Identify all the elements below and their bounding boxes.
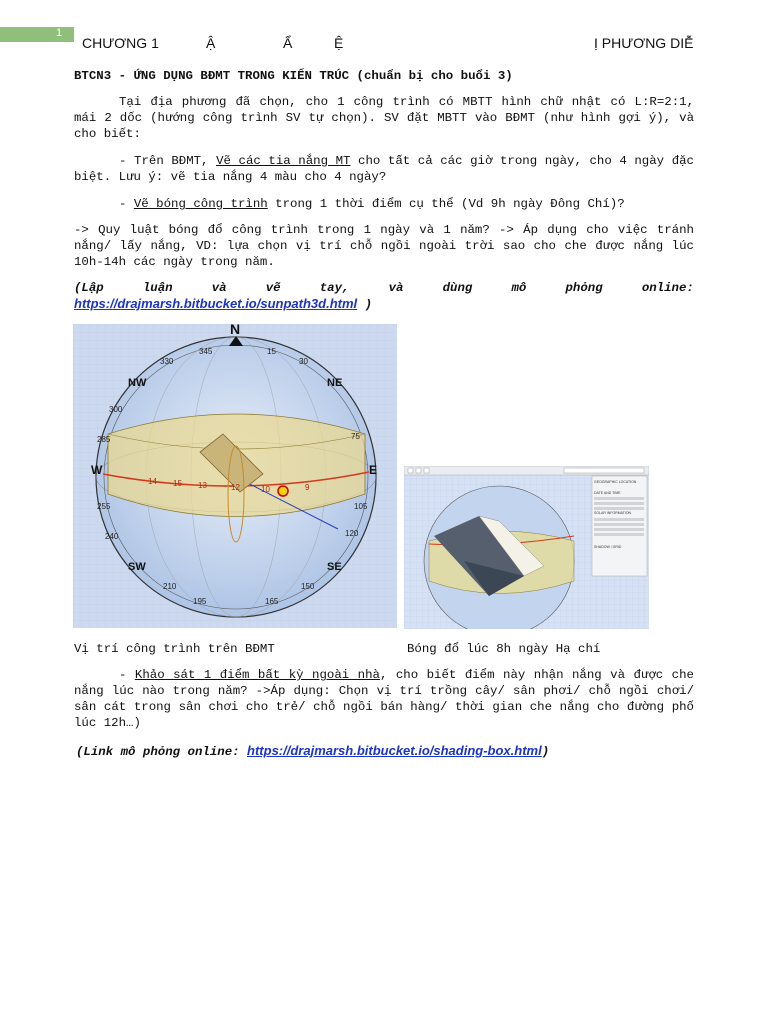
note-word: và xyxy=(211,281,227,295)
task-item-1-rest: cho tất cả các giờ trong ngày, cho 4 ngày đặc biệt. Lưu ý: vẽ tia nắng 4 màu cho 4 ngày? xyxy=(74,154,694,184)
hour-13: 13 xyxy=(198,481,207,490)
sun-path-diagram xyxy=(73,324,397,628)
compass-se: SE xyxy=(327,561,342,573)
figure-caption-right: Bóng đổ lúc 8h ngày Hạ chí xyxy=(407,642,601,656)
header-fragment-1: Ậ xyxy=(206,35,216,51)
panel-geo-heading: GEOGRAPHIC LOCATION xyxy=(594,480,637,484)
bearing-30: 30 xyxy=(299,357,308,366)
bearing-345: 345 xyxy=(199,347,213,356)
task-item-1-prefix: - Trên BĐMT, xyxy=(119,154,217,168)
hour-10: 10 xyxy=(261,485,270,494)
intro-paragraph: Tại địa phương đã chọn, cho 1 công trình có MBTT hình chữ nhật có L:R=2:1, mái 2 dốc (hướng công trình SV tự chọn). SV đặt MBTT vào BĐMT (như hình gợi ý), và cho biết: xyxy=(74,95,694,141)
note-word: và xyxy=(388,281,404,295)
figure-caption-left: Vị trí công trình trên BĐMT xyxy=(74,642,275,656)
compass-north: N xyxy=(230,324,241,337)
bearing-15: 15 xyxy=(267,347,276,356)
task-item-2 xyxy=(74,196,694,212)
note-word: online: xyxy=(641,281,694,295)
compass-sw: SW xyxy=(128,561,146,573)
note-online-2 xyxy=(76,743,696,760)
rule-paragraph: -> Quy luật bóng đổ công trình trong 1 ngày và 1 năm? -> Áp dụng cho việc tránh nắng/ lấy nắng, VD: lựa chọn vị trí chỗ ngồi ngoài trời sao cho che được nắng lúc 10h-14h các ngày trong năm. xyxy=(74,223,694,269)
exercise-title: BTCN3 - ỨNG DỤNG BĐMT TRONG KIẾN TRÚC (chuẩn bị cho buổi 3) xyxy=(74,69,513,83)
task-item-3-prefix: - xyxy=(119,668,135,682)
task-item-2-rest: trong 1 thời điểm cụ thể (Vd 9h ngày Đông Chí)? xyxy=(267,197,625,211)
note-word: luận xyxy=(142,281,173,295)
bearing-300: 300 xyxy=(109,405,123,414)
bearing-285: 285 xyxy=(97,435,111,444)
task-item-1 xyxy=(74,153,694,185)
page-number: 1 xyxy=(56,27,63,39)
note-online-1 xyxy=(74,280,694,296)
note-online-1-link-line xyxy=(74,296,694,313)
bearing-75: 75 xyxy=(351,432,360,441)
bearing-240: 240 xyxy=(105,532,119,541)
shading-box-link[interactable]: https://drajmarsh.bitbucket.io/shading-box.html xyxy=(247,743,542,758)
sunpath3d-link[interactable]: https://drajmarsh.bitbucket.io/sunpath3d.html xyxy=(74,296,358,311)
note-2-close: ) xyxy=(541,745,550,759)
task-item-1-underlined: Vẽ các tia nắng MT xyxy=(216,154,351,168)
hour-9: 9 xyxy=(305,483,310,492)
task-item-3 xyxy=(74,667,694,731)
note-2-text: (Link mô phỏng online: xyxy=(76,745,248,759)
task-item-3-underlined: Khảo sát 1 điểm bất kỳ ngoài nhà xyxy=(134,668,380,682)
header-fragment-3: Ệ xyxy=(334,35,344,51)
bearing-165: 165 xyxy=(265,597,279,606)
header-fragment-2: Ẩ xyxy=(283,35,293,51)
note-word: tay, xyxy=(319,281,350,295)
note-word: mô xyxy=(511,281,527,295)
shadow-simulation-screenshot xyxy=(404,466,649,629)
panel-shadow-heading: SHADOW / GRID xyxy=(594,545,622,549)
note-word: phỏng xyxy=(565,281,603,295)
header-right: Ị PHƯƠNG DIỄ xyxy=(594,35,694,51)
task-item-2-underlined: Vẽ bóng công trình xyxy=(133,197,268,211)
bearing-150: 150 xyxy=(301,582,315,591)
bearing-330: 330 xyxy=(160,357,174,366)
compass-east: E xyxy=(369,463,378,477)
header-chapter: CHƯƠNG 1 xyxy=(82,35,159,51)
bearing-195: 195 xyxy=(193,597,207,606)
compass-ne: NE xyxy=(327,377,343,389)
bearing-120: 120 xyxy=(345,529,359,538)
note-word: vẽ xyxy=(265,281,281,295)
compass-nw: NW xyxy=(128,377,147,389)
panel-solar-heading: SOLAR INFORMATION xyxy=(594,511,632,515)
note-close: ) xyxy=(357,298,373,312)
hour-15: 15 xyxy=(173,479,182,488)
note-word: dùng xyxy=(442,281,473,295)
compass-west: W xyxy=(91,463,103,477)
note-word: (Lập xyxy=(74,281,104,295)
bearing-210: 210 xyxy=(163,582,177,591)
hour-14: 14 xyxy=(148,477,157,486)
page-number-tab xyxy=(0,27,74,42)
task-item-3-rest: , cho biết điểm này nhận nắng và được che nắng lúc nào trong năm? ->Áp dụng: Chọn vị trí trồng cây/ sân phơi/ chỗ ngồi chơi/ sân cát trong sân chơi cho trẻ/ chỗ ngồi bán hàng/ thời gian che nắng cho đường phố lúc 12h…) xyxy=(74,668,694,730)
panel-datetime-heading: DATE AND TIME xyxy=(594,491,621,495)
task-item-2-prefix: - xyxy=(119,197,134,211)
bearing-105: 105 xyxy=(354,502,368,511)
bearing-255: 255 xyxy=(97,502,111,511)
hour-12: 12 xyxy=(231,483,240,492)
